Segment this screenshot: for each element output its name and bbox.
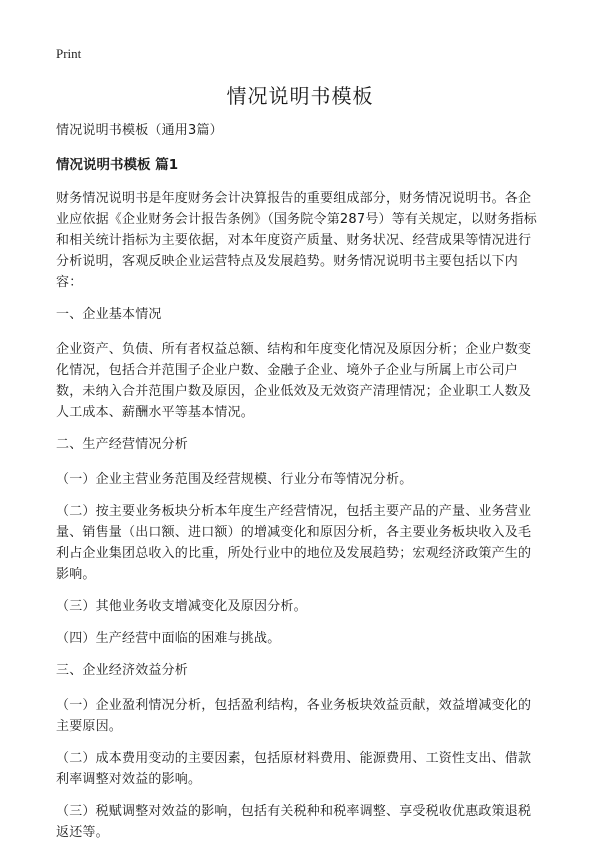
section-title: 情况说明书模板 篇1 — [56, 157, 179, 173]
paragraph-benefits-3: （三）税赋调整对效益的影响，包括有关税种和税率调整、享受税收优惠政策退税返还等。 — [56, 804, 532, 840]
heading-operations: 二、生产经营情况分析 — [56, 437, 189, 452]
intro-paragraph: 财务情况说明书是年度财务会计决算报告的重要组成部分，财务情况说明书。各企业应依据《企业财务会计报告条例》（国务院令第287号）等有关规定，以财务指标和相关统计指标为主要依据，对本年度资产质量、财务状况、经营成果等情况进行分析说明，客观反映企业运营特点及发展趋势。财务情况说明书主要包括以下内容： — [56, 191, 537, 290]
paragraph-benefits-2: （二）成本费用变动的主要因素，包括原材料费用、能源费用、工资性支出、借款利率调整对效益的影响。 — [56, 751, 532, 787]
paragraph-operations-4: （四）生产经营中面临的困难与挑战。 — [56, 631, 281, 646]
paragraph-basic-info: 企业资产、负债、所有者权益总额、结构和年度变化情况及原因分析；企业户数变化情况，包括合并范围子企业户数、金融子企业、境外子企业与所属上市公司户数，未纳入合并范围户数及原因，企业低效及无效资产清理情况；企业职工人数及人工成本、薪酬水平等基本情况。 — [56, 342, 532, 420]
heading-basic-info: 一、企业基本情况 — [56, 307, 162, 322]
document-body — [56, 120, 544, 854]
paragraph-benefits-1: （一）企业盈利情况分析，包括盈利结构，各业务板块效益贡献，效益增减变化的主要原因。 — [56, 698, 532, 734]
document-title: 情况说明书模板 — [226, 84, 374, 108]
document-subtitle: 情况说明书模板（通用3篇） — [56, 123, 223, 138]
paragraph-operations-2: （二）按主要业务板块分析本年度生产经营情况，包括主要产品的产量、业务营业量、销售量（出口额、进口额）的增减变化和原因分析，各主要业务板块收入及毛利占企业集团总收入的比重，所处行业中的地位及发展趋势；宏观经济政策产生的影响。 — [56, 504, 532, 582]
paragraph-operations-3: （三）其他业务收支增减变化及原因分析。 — [56, 599, 307, 614]
print-link[interactable]: Print — [56, 46, 82, 61]
paragraph-operations-1: （一）企业主营业务范围及经营规模、行业分布等情况分析。 — [56, 472, 413, 487]
heading-benefits: 三、企业经济效益分析 — [56, 663, 189, 678]
